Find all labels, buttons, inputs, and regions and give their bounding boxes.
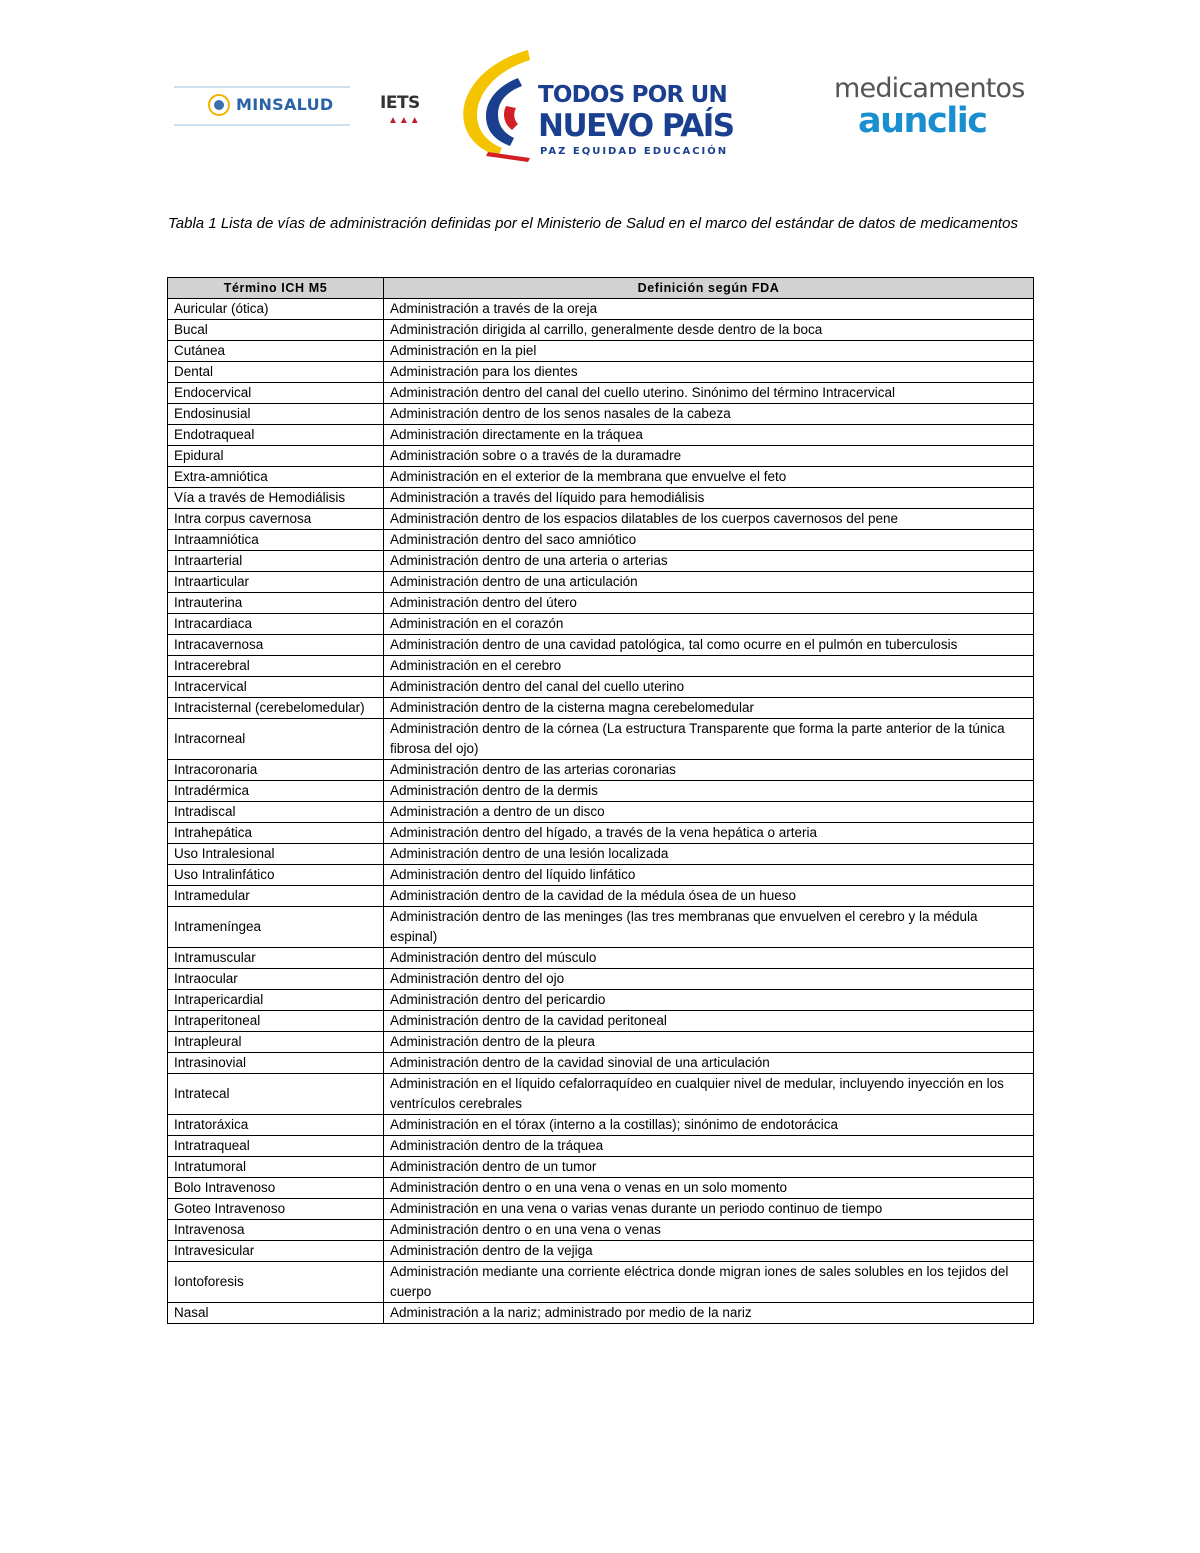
route-term: Dental xyxy=(168,362,384,383)
table-row xyxy=(168,404,1034,425)
table-row xyxy=(168,488,1034,509)
route-definition: Administración dentro del líquido linfático xyxy=(384,865,1034,886)
iets-logo-text: IETS xyxy=(380,93,420,113)
table-row xyxy=(168,593,1034,614)
route-term: Intraperitoneal xyxy=(168,1011,384,1032)
route-definition: Administración dentro o en una vena o venas en un solo momento xyxy=(384,1178,1034,1199)
route-term: Endotraqueal xyxy=(168,425,384,446)
route-term: Intra corpus cavernosa xyxy=(168,509,384,530)
route-term: Intracisternal (cerebelomedular) xyxy=(168,698,384,719)
route-definition: Administración dentro de la córnea (La estructura Transparente que forma la parte anterior de la túnica fibrosa del ojo) xyxy=(384,719,1034,760)
table-row xyxy=(168,446,1034,467)
table-row xyxy=(168,1074,1034,1115)
todos-por-un-nuevo-pais-logo xyxy=(458,48,734,162)
route-term: Intrapericardial xyxy=(168,990,384,1011)
route-definition: Administración dentro de una arteria o arterias xyxy=(384,551,1034,572)
table-row xyxy=(168,844,1034,865)
route-term: Intrameníngea xyxy=(168,907,384,948)
route-definition: Administración a través del líquido para hemodiálisis xyxy=(384,488,1034,509)
todos-line-3: PAZ EQUIDAD EDUCACIÓN xyxy=(540,146,729,157)
table-row xyxy=(168,865,1034,886)
table-row xyxy=(168,802,1034,823)
route-term: Intravesicular xyxy=(168,1241,384,1262)
route-term: Endosinusial xyxy=(168,404,384,425)
table-row xyxy=(168,760,1034,781)
table-row xyxy=(168,551,1034,572)
route-definition: Administración en la piel xyxy=(384,341,1034,362)
table-caption: Tabla 1 Lista de vías de administración definidas por el Ministerio de Salud en el marco del estándar de datos de medicamentos xyxy=(168,215,1018,232)
table-row xyxy=(168,467,1034,488)
route-definition: Administración dirigida al carrillo, generalmente desde dentro de la boca xyxy=(384,320,1034,341)
route-definition: Administración directamente en la tráquea xyxy=(384,425,1034,446)
route-term: Epidural xyxy=(168,446,384,467)
route-definition: Administración a dentro de un disco xyxy=(384,802,1034,823)
medicamentos-a-un-clic-logo xyxy=(834,73,1034,143)
route-definition: Administración dentro de la tráquea xyxy=(384,1136,1034,1157)
route-term: Goteo Intravenoso xyxy=(168,1199,384,1220)
iets-marks-icon: ▲▲▲ xyxy=(388,115,421,126)
route-definition: Administración dentro del saco amniótico xyxy=(384,530,1034,551)
route-term: Uso Intralesional xyxy=(168,844,384,865)
iets-logo xyxy=(380,93,420,129)
medicamentos-logo-line-1: medicamentos xyxy=(834,73,1025,104)
todos-line-2: NUEVO PAÍS xyxy=(538,108,734,144)
table-row xyxy=(168,677,1034,698)
table-row xyxy=(168,907,1034,948)
table-row xyxy=(168,362,1034,383)
table-row xyxy=(168,1178,1034,1199)
table-row xyxy=(168,1262,1034,1303)
route-term: Auricular (ótica) xyxy=(168,299,384,320)
route-definition: Administración dentro del hígado, a través de la vena hepática o arteria xyxy=(384,823,1034,844)
table-row xyxy=(168,781,1034,802)
route-term: Intracoronaria xyxy=(168,760,384,781)
route-definition: Administración dentro de la cavidad de la médula ósea de un hueso xyxy=(384,886,1034,907)
table-row xyxy=(168,1157,1034,1178)
route-definition: Administración en el tórax (interno a la costillas); sinónimo de endotorácica xyxy=(384,1115,1034,1136)
table-row xyxy=(168,656,1034,677)
table-row xyxy=(168,299,1034,320)
route-term: Intracavernosa xyxy=(168,635,384,656)
table-row xyxy=(168,1115,1034,1136)
route-term: Intracervical xyxy=(168,677,384,698)
route-definition: Administración dentro de una cavidad patológica, tal como ocurre en el pulmón en tuberculosis xyxy=(384,635,1034,656)
todos-line-1: TODOS POR UN xyxy=(538,82,727,108)
route-definition: Administración dentro de la cavidad sinovial de una articulación xyxy=(384,1053,1034,1074)
table-row xyxy=(168,823,1034,844)
table-row xyxy=(168,698,1034,719)
route-term: Intracardiaca xyxy=(168,614,384,635)
table-row xyxy=(168,1241,1034,1262)
route-term: Nasal xyxy=(168,1303,384,1324)
table-header-row xyxy=(168,278,1034,299)
route-term: Uso Intralinfático xyxy=(168,865,384,886)
route-definition: Administración dentro de un tumor xyxy=(384,1157,1034,1178)
route-definition: Administración dentro del ojo xyxy=(384,969,1034,990)
route-definition: Administración dentro de la cisterna magna cerebelomedular xyxy=(384,698,1034,719)
administration-routes-table xyxy=(167,277,1034,1324)
route-definition: Administración dentro de una lesión localizada xyxy=(384,844,1034,865)
route-definition: Administración mediante una corriente eléctrica donde migran iones de sales solubles en los tejidos del cuerpo xyxy=(384,1262,1034,1303)
route-definition: Administración sobre o a través de la duramadre xyxy=(384,446,1034,467)
route-definition: Administración dentro de la cavidad peritoneal xyxy=(384,1011,1034,1032)
minsalud-logo-text: MINSALUD xyxy=(236,95,334,114)
route-term: Intratumoral xyxy=(168,1157,384,1178)
route-term: Intrapleural xyxy=(168,1032,384,1053)
route-term: Intratecal xyxy=(168,1074,384,1115)
route-term: Intraamniótica xyxy=(168,530,384,551)
table-row xyxy=(168,1199,1034,1220)
route-definition: Administración dentro del útero xyxy=(384,593,1034,614)
route-definition: Administración dentro de las meninges (las tres membranas que envuelven el cerebro y la médula espinal) xyxy=(384,907,1034,948)
route-definition: Administración en el exterior de la membrana que envuelve el feto xyxy=(384,467,1034,488)
route-definition: Administración dentro de las arterias coronarias xyxy=(384,760,1034,781)
table-row xyxy=(168,320,1034,341)
route-term: Intrasinovial xyxy=(168,1053,384,1074)
route-definition: Administración dentro del canal del cuello uterino xyxy=(384,677,1034,698)
table-row xyxy=(168,948,1034,969)
route-term: Intradérmica xyxy=(168,781,384,802)
logo-rule xyxy=(174,86,350,88)
route-term: Intratoráxica xyxy=(168,1115,384,1136)
route-term: Vía a través de Hemodiálisis xyxy=(168,488,384,509)
route-term: Intramedular xyxy=(168,886,384,907)
table-row xyxy=(168,1136,1034,1157)
table-row xyxy=(168,719,1034,760)
route-definition: Administración dentro de la vejiga xyxy=(384,1241,1034,1262)
route-term: Intramuscular xyxy=(168,948,384,969)
route-definition: Administración en el cerebro xyxy=(384,656,1034,677)
route-term: Iontoforesis xyxy=(168,1262,384,1303)
table-row xyxy=(168,383,1034,404)
table-row xyxy=(168,509,1034,530)
coat-of-arms-icon xyxy=(208,94,230,116)
route-definition: Administración dentro del canal del cuello uterino. Sinónimo del término Intracervical xyxy=(384,383,1034,404)
route-definition: Administración dentro o en una vena o venas xyxy=(384,1220,1034,1241)
route-term: Intrahepática xyxy=(168,823,384,844)
route-term: Intratraqueal xyxy=(168,1136,384,1157)
route-definition: Administración en el corazón xyxy=(384,614,1034,635)
table-row xyxy=(168,1011,1034,1032)
header-term: Término ICH M5 xyxy=(168,278,384,299)
flag-swoosh-icon xyxy=(458,48,538,162)
route-definition: Administración dentro de los senos nasales de la cabeza xyxy=(384,404,1034,425)
route-definition: Administración dentro del pericardio xyxy=(384,990,1034,1011)
route-definition: Administración para los dientes xyxy=(384,362,1034,383)
minsalud-logo xyxy=(174,86,350,126)
route-term: Bolo Intravenoso xyxy=(168,1178,384,1199)
table-row xyxy=(168,1032,1034,1053)
route-term: Bucal xyxy=(168,320,384,341)
route-definition: Administración dentro de los espacios dilatables de los cuerpos cavernosos del pene xyxy=(384,509,1034,530)
table-row xyxy=(168,1053,1034,1074)
table-row xyxy=(168,425,1034,446)
route-definition: Administración a través de la oreja xyxy=(384,299,1034,320)
route-definition: Administración en una vena o varias venas durante un periodo continuo de tiempo xyxy=(384,1199,1034,1220)
route-term: Cutánea xyxy=(168,341,384,362)
route-definition: Administración dentro de la dermis xyxy=(384,781,1034,802)
route-term: Intraocular xyxy=(168,969,384,990)
route-definition: Administración en el líquido cefalorraquídeo en cualquier nivel de medular, incluyendo inyección en los ventrículos cerebrales xyxy=(384,1074,1034,1115)
medicamentos-logo-line-2: aunclic xyxy=(858,101,987,141)
route-term: Intracorneal xyxy=(168,719,384,760)
table-row xyxy=(168,530,1034,551)
route-term: Intracerebral xyxy=(168,656,384,677)
table-row xyxy=(168,1303,1034,1324)
table-row xyxy=(168,886,1034,907)
route-definition: Administración dentro de la pleura xyxy=(384,1032,1034,1053)
table-row xyxy=(168,635,1034,656)
header-definition: Definición según FDA xyxy=(384,278,1034,299)
table-row xyxy=(168,614,1034,635)
logo-rule xyxy=(174,124,350,126)
route-term: Intravenosa xyxy=(168,1220,384,1241)
route-term: Intraarticular xyxy=(168,572,384,593)
table-row xyxy=(168,990,1034,1011)
table-row xyxy=(168,1220,1034,1241)
route-term: Intraarterial xyxy=(168,551,384,572)
route-definition: Administración a la nariz; administrado por medio de la nariz xyxy=(384,1303,1034,1324)
route-definition: Administración dentro de una articulación xyxy=(384,572,1034,593)
route-definition: Administración dentro del músculo xyxy=(384,948,1034,969)
route-term: Extra-amniótica xyxy=(168,467,384,488)
route-term: Endocervical xyxy=(168,383,384,404)
route-term: Intradiscal xyxy=(168,802,384,823)
route-term: Intrauterina xyxy=(168,593,384,614)
table-row xyxy=(168,341,1034,362)
table-row xyxy=(168,572,1034,593)
table-row xyxy=(168,969,1034,990)
